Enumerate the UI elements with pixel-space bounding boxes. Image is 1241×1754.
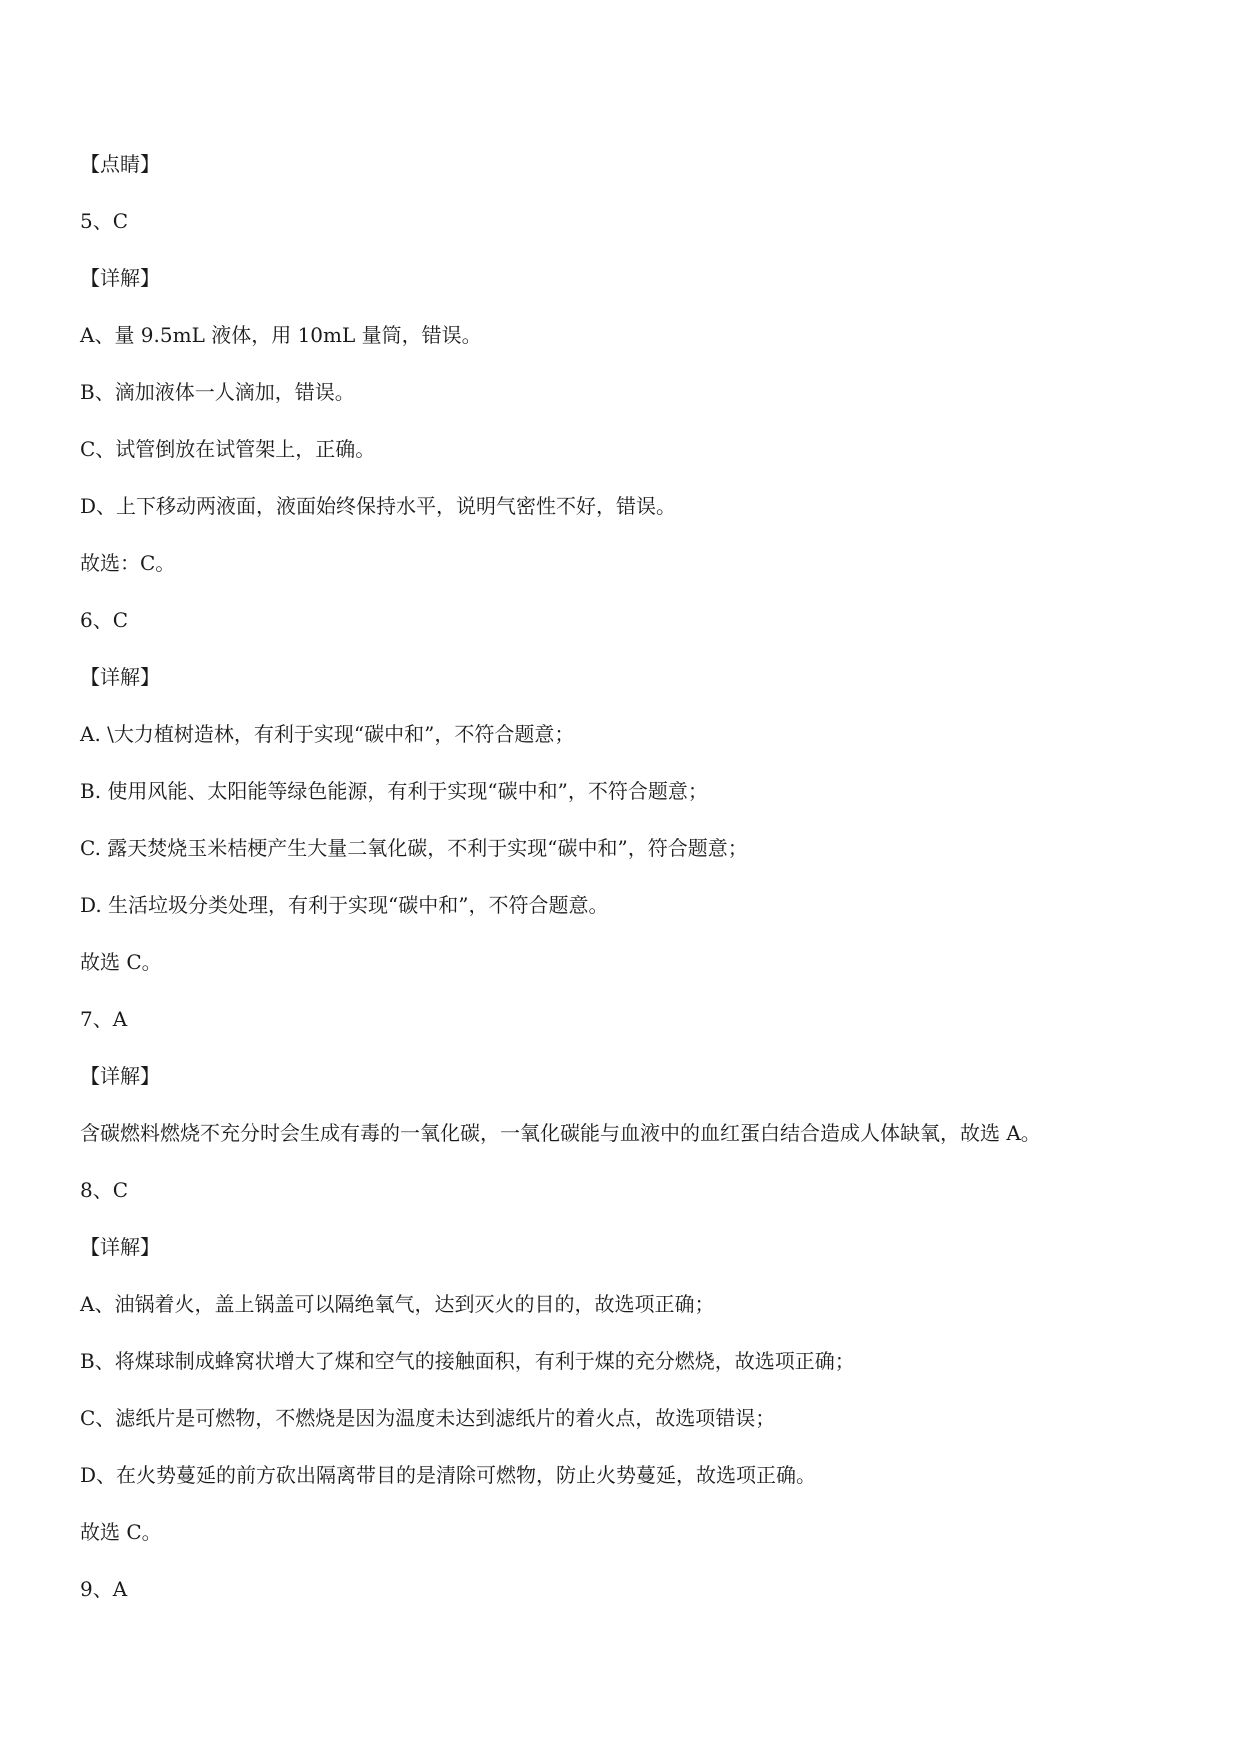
conclusion-line: 故选 C。 xyxy=(80,950,162,974)
section-heading-xiangjie: 【详解】 xyxy=(80,665,160,689)
conclusion-line: 故选 C。 xyxy=(80,1520,162,1544)
answer-7: 7、A xyxy=(80,1007,128,1031)
explanation-line: B. 使用风能、太阳能等绿色能源，有利于实现“碳中和”，不符合题意； xyxy=(80,779,708,803)
answer-5: 5、C xyxy=(80,209,129,233)
conclusion-line: 故选：C。 xyxy=(80,551,176,575)
answer-8: 8、C xyxy=(80,1178,129,1202)
explanation-line: C、试管倒放在试管架上，正确。 xyxy=(80,437,376,461)
explanation-line: C、滤纸片是可燃物，不燃烧是因为温度未达到滤纸片的着火点，故选项错误； xyxy=(80,1406,776,1430)
answer-9: 9、A xyxy=(80,1577,128,1601)
explanation-line: D、上下移动两液面，液面始终保持水平，说明气密性不好，错误。 xyxy=(80,494,677,518)
section-heading-dianjing: 【点睛】 xyxy=(80,152,160,176)
explanation-line: A、量 9.5mL 液体，用 10mL 量筒，错误。 xyxy=(80,323,482,347)
answer-6: 6、C xyxy=(80,608,129,632)
explanation-line: A、油锅着火，盖上锅盖可以隔绝氧气，达到灭火的目的，故选项正确； xyxy=(80,1292,715,1316)
section-heading-xiangjie: 【详解】 xyxy=(80,266,160,290)
explanation-line: B、滴加液体一人滴加，错误。 xyxy=(80,380,355,404)
explanation-line: C. 露天焚烧玉米桔梗产生大量二氧化碳，不利于实现“碳中和”，符合题意； xyxy=(80,836,748,860)
section-heading-xiangjie: 【详解】 xyxy=(80,1064,160,1088)
explanation-line: D. 生活垃圾分类处理，有利于实现“碳中和”，不符合题意。 xyxy=(80,893,609,917)
explanation-line: 含碳燃料燃烧不充分时会生成有毒的一氧化碳，一氧化碳能与血液中的血红蛋白结合造成人体缺氧，故选 A。 xyxy=(80,1121,1041,1145)
explanation-line: A. \大力植树造林，有利于实现“碳中和”，不符合题意； xyxy=(80,722,575,746)
explanation-line: B、将煤球制成蜂窝状增大了煤和空气的接触面积，有利于煤的充分燃烧，故选项正确； xyxy=(80,1349,855,1373)
explanation-line: D、在火势蔓延的前方砍出隔离带目的是清除可燃物，防止火势蔓延，故选项正确。 xyxy=(80,1463,817,1487)
section-heading-xiangjie: 【详解】 xyxy=(80,1235,160,1259)
